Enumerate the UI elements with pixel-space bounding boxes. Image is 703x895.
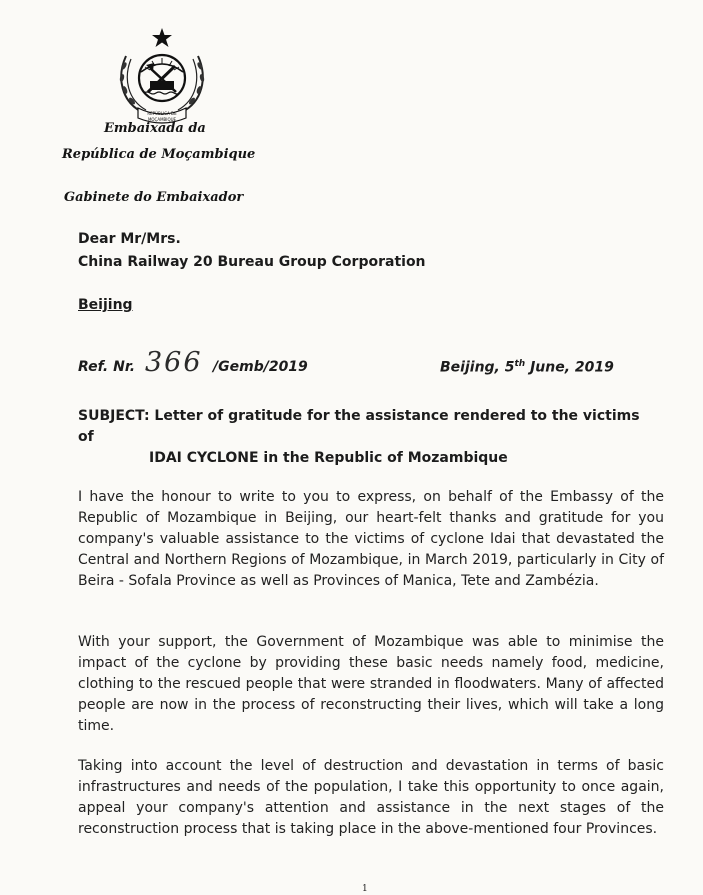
reference-suffix: /Gemb/2019 — [213, 359, 308, 375]
recipient-company: China Railway 20 Bureau Group Corporation — [78, 254, 426, 270]
recipient-city: Beijing — [78, 297, 133, 313]
emblem-ribbon-line-1: REPÚBLICA DE — [147, 111, 177, 116]
reference-label: Ref. Nr. — [78, 359, 136, 375]
body-paragraph-3: Taking into account the level of destruction and devastation in terms of basic infrastructures and needs of the population, I take this opportunity to once again, appeal your company's attention and assistance in the next stages of the reconstruction process that is taking place in the above-mentioned four Provinces. — [78, 758, 664, 837]
salutation: Dear Mr/Mrs. — [78, 231, 181, 247]
mozambique-emblem-icon — [108, 26, 216, 128]
reference-number: 366 — [145, 347, 203, 378]
letterhead-embassy: Embaixada da — [104, 121, 206, 136]
emblem-ribbon-line-2: MOÇAMBIQUE — [147, 117, 177, 122]
dateline-ordinal: th — [514, 359, 526, 369]
dateline-place: Beijing, 5 — [440, 359, 515, 376]
letterhead-office: Gabinete do Embaixador — [64, 190, 244, 205]
body-paragraph-1: I have the honour to write to you to express, on behalf of the Embassy of the Republic of Mozambique in Beijing, our heart-felt thanks and gratitude for you company's valuable assistance to the victims of cyclone Idai that devastated the Central and Northern Regions of Mozambique, in March 2019, particularly in City of Beira - Sofala Province as well as Provinces of Manica, Tete and Zambézia. — [78, 489, 664, 589]
letterhead-republic: República de Moçambique — [62, 147, 256, 162]
dateline-month-year: June, 2019 — [525, 359, 614, 376]
subject — [78, 406, 658, 469]
subject-line-2: IDAI CYCLONE in the Republic of Mozambique — [149, 450, 508, 466]
dateline — [440, 359, 614, 376]
body-paragraph-2: With your support, the Government of Mozambique was able to minimise the impact of the cyclone by providing these basic needs namely food, medicine, clothing to the rescued people that were stranded in floodwaters. Many of affected people are now in the process of reconstructing their lives, which will take a long time. — [78, 634, 664, 734]
page-number: 1 — [362, 884, 368, 894]
subject-line-1: SUBJECT: Letter of gratitude for the assistance rendered to the victims of — [78, 408, 640, 445]
